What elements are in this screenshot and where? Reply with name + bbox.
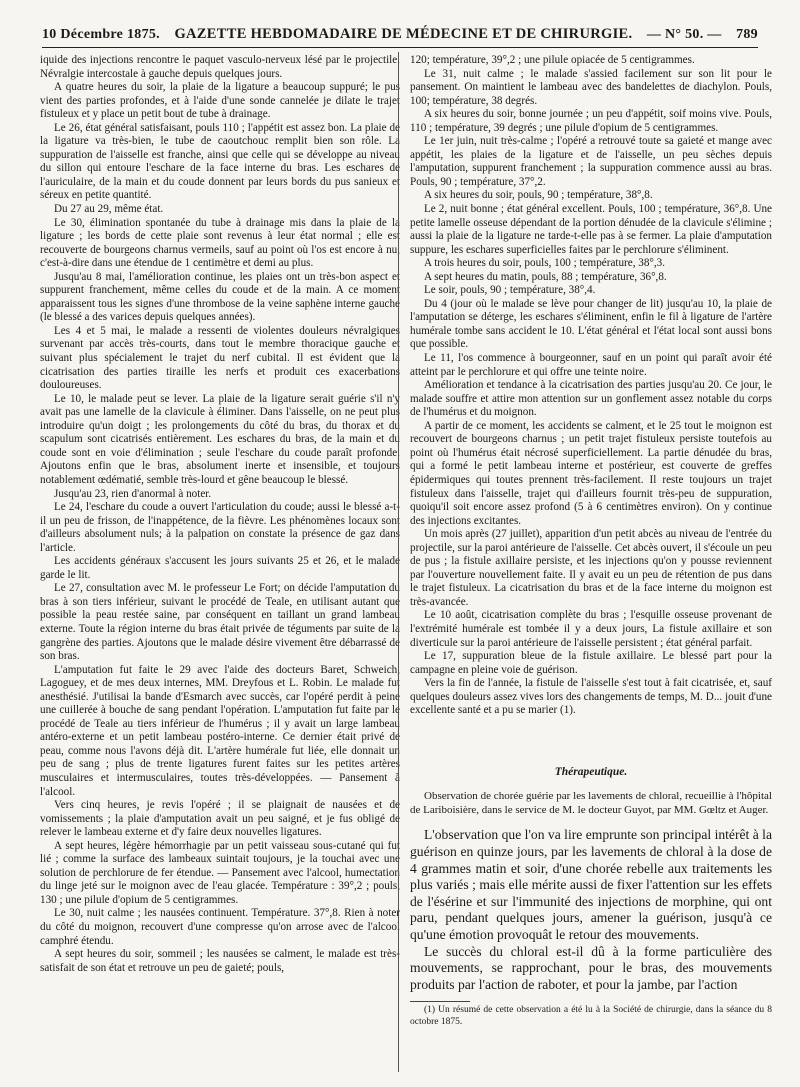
- paragraph: Le succès du chloral est-il dû à la forme particulière des mouvements, se rapprochant, pour le bras, des mouvements produits par l'action de raboter, et pour la jambe, par l'action: [410, 943, 772, 992]
- paragraph: Le 10 août, cicatrisation complète du bras ; l'esquille osseuse provenant de l'extrémité humérale est tombée il y a deux jours, La fistule axillaire et son diverticule sur la paroi antérieure de l'aisselle persistent ; état général parfait.: [410, 609, 772, 649]
- paragraph: Les accidents généraux s'accusent les jours suivants 25 et 26, et le malade garde le lit.: [40, 555, 400, 581]
- paragraph: Amélioration et tendance à la cicatrisation des parties jusqu'au 20. Ce jour, le malade souffre et attire mon attention sur un gonflement assez notable du corps de l'humérus et du moignon.: [410, 379, 772, 419]
- paragraph: L'amputation fut faite le 29 avec l'aide des docteurs Baret, Schweich, Lagoguey, et de mes deux internes, MM. Dreyfous et L. Robin. Le malade fut anesthésié. J'utilisai la bande d'Esmarch avec succès, car l'opéré perdit à peine une cuillerée à bouche de sang pendant l'opération. L'amputation fut faite par le procédé de Teale au tiers inférieur de l'humérus ; il y avait un large lambeau antéro-externe et un petit lambeau postéro-interne. Ce dernier était privé de peau, comme nous l'avons déjà dit. L'artère humérale fut liée, elle donnait un peu de sang ; plus de trente ligatures furent faites sur les petites artères musculaires et intermusculaires, toutes très-développées. — Pansement à l'alcool.: [40, 663, 400, 798]
- paragraph: A trois heures du soir, pouls, 100 ; température, 38°,3.: [424, 257, 666, 270]
- paragraph: Le 11, l'os commence à bourgeonner, sauf en un point qui paraît avoir été atteint par le perchlorure et qui offre une teinte noire.: [410, 352, 772, 378]
- section-heading-therapeutique: Thérapeutique.: [554, 765, 628, 778]
- paragraph: A sept heures du soir, sommeil ; les nausées se calment, le malade est très-satisfait de son état et retrouve un peu de gaieté; pouls,: [40, 948, 400, 974]
- paragraph: Le 10, le malade peut se lever. La plaie de la ligature serait guérie s'il n'y avait pas une lamelle de la clavicule à éliminer. Dans l'aisselle, on ne peut plus introduire qu'un doigt ; les prolongements du côté du bras, du thorax et du scapulum sont cicatrisés entièrement. Les eschares du bras, de la main et du coude sont en voie d'élimination ; seule l'eschare du coude paraît profonde. Ajoutons enfin que le bras, absolument inerte et insensible, et toujours notablement œdématié, semble très-lourd et gêne beaucoup le blessé.: [40, 392, 400, 486]
- paragraph: Le 30, nuit calme ; les nausées continuent. Température. 37°,8. Rien à noter du côté du moignon, recouvert d'une compresse qu'on arrose avec de l'alcool camphré étendu.: [40, 907, 400, 947]
- paragraph: A quatre heures du soir, la plaie de la ligature a beaucoup suppuré; le pus vient des parties profondes, et à l'aide d'une sonde cannelée je dilate le trajet fistuleux et y place un petit bout de tube à drainage.: [40, 81, 400, 121]
- paragraph: A sept heures, légère hémorrhagie par un petit vaisseau sous-cutané qui fut lié ; comme la surface des lambeaux suintait toujours, je la touchai avec une solution de perchlorure de fer étendue. — Pansement avec l'alcool, humectation du linge jeté sur le moignon avec de l'eau glacée. Température : 39°,2 ; pouls, 130 ; une pilule d'opium de 5 centigrammes.: [40, 839, 400, 906]
- observation-title: Observation de chorée guérie par les lavements de chloral, recueillie à l'hôpital de Lariboisière, dans le service de M. le docteur Guyot, par MM. Gœltz et Auger.: [410, 790, 772, 817]
- paragraph: Du 4 (jour où le malade se lève pour changer de lit) jusqu'au 10, la plaie de l'amputation se déterge, les eschares s'éliminent, enfin le fil à ligature de l'artère humérale tombe sans accident le 10. L'état général et l'état local sont aussi bons que possible.: [410, 297, 772, 351]
- paragraph: Un mois après (27 juillet), apparition d'un petit abcès au niveau de l'entrée du projectile, sur la paroi antérieure de l'aisselle. Cet abcès ouvert, il s'écoule un peu de pus ; la fistule axillaire persiste, et les injections qu'on y pousse reviennent par l'ouverture nouvellement faite. Il y avait eu un peu de rétention de pus dans le trajet fistuleux. La cicatrisation du bras et de la face interne du moignon est très-avancée.: [410, 528, 772, 608]
- paragraph: Les 4 et 5 mai, le malade a ressenti de violentes douleurs névralgiques survenant par accès très-courts, dans tout le membre thoracique gauche et suivant plus spécialement le trajet du nerf cubital. Il est évident que la cicatrisation des parties tiraille les nerfs et produit ces exacerbations douloureuses.: [40, 324, 400, 392]
- left-column: [40, 54, 400, 975]
- header-rule: [42, 47, 758, 48]
- paragraph: Le soir, pouls, 90 ; température, 38°,4.: [424, 284, 596, 297]
- paragraph: A sept heures du matin, pouls, 88 ; température, 36°,8.: [424, 270, 667, 283]
- paragraph: Le 26, état général satisfaisant, pouls 110 ; l'appétit est assez bon. La plaie de la ligature va très-bien, le tube de caoutchouc remplit bien son rôle. La suppuration de l'aisselle est franche, ainsi que celle qui se développe au niveau du sillon qui entoure l'eschare de la face interne du bras. Les eschares de l'auriculaire, de la main et du coude donnent par leurs bords du pus sanieux et séreux en petite quantité.: [40, 121, 400, 202]
- paragraph: Le 17, suppuration bleue de la fistule axillaire. Le blessé part pour la campagne en pleine voie de guérison.: [410, 650, 772, 676]
- paragraph: Jusqu'au 23, rien d'anormal à noter.: [54, 487, 212, 500]
- paragraph: Jusqu'au 8 mai, l'amélioration continue, les plaies ont un très-bon aspect et suppurent franchement, même celles du coude et de la main. A ce moment apparaissent tous les signes d'une thrombose de la veine saphène interne gauche (le blessé a des varices depuis quelques années).: [40, 270, 400, 324]
- paragraph: iquide des injections rencontre le paquet vasculo-nerveux lésé par le projectile. Névralgie intercostale à gauche depuis quelques jours.: [40, 54, 400, 80]
- paragraph: Le 1er juin, nuit très-calme ; l'opéré a retrouvé toute sa gaieté et mange avec appétit, les plaies de la ligature et de l'aisselle, un peu sèches depuis l'amputation, suppurent franchement ; la suppuration commence aussi au bras. Pouls, 90 ; température, 37°,2.: [410, 135, 772, 188]
- paragraph: Vers cinq heures, je revis l'opéré ; il se plaignait de nausées et de vomissements ; la plaie d'amputation avait un peu saigné, et je fus obligé de relever le lambeau externe et d'y faire deux nouvelles ligatures.: [40, 799, 400, 839]
- paragraph: Le 2, nuit bonne ; état général excellent. Pouls, 100 ; température, 36°,8. Une petite lamelle osseuse dépendant de la portion dénudée de la clavicule s'élimine ; aussi la plaie de la ligature ne tarde-t-elle pas à se fermer. La plaie d'amputation suppure, les eschares superficielles faites par le perchlorure s'éliminent.: [410, 203, 772, 256]
- header-issue-number: — N° 50. —: [646, 27, 722, 42]
- paragraph: A partir de ce moment, les accidents se calment, et le 25 tout le moignon est recouvert de bourgeons charnus ; un petit trajet fistuleux persiste toutefois au point où l'humérus était nécrosé superficiellement. La partie dénudée du bras, qui a formé le petit lambeau interne et postérieur, est couverte de greffes épidermiques qui toutes prennent très-facilement. Il reste toujours un trajet fistuleux dans l'aisselle, trajet qui d'ailleurs fournit très-peu de suppuration, quoiqu'il soit encore assez profond (5 à 6 centimètres environ). On y continue des injections excitantes.: [410, 419, 772, 527]
- header-date: 10 Décembre 1875.: [42, 27, 160, 42]
- paragraph: Du 27 au 29, même état.: [54, 203, 164, 216]
- paragraph: A six heures du soir, pouls, 90 ; température, 38°,8.: [424, 189, 653, 202]
- paragraph: Le 31, nuit calme ; le malade s'assied facilement sur son lit pour le pansement. On maintient le lambeau avec des bandelettes de diachylon. Pouls, 100; température, 38 degrés.: [410, 67, 772, 107]
- paragraph: Le 27, consultation avec M. le professeur Le Fort; on décide l'amputation du bras à son tiers inférieur, suivant le procédé de Teale, en utilisant autant que possible la peau restée saine, par conséquent en taillant un grand lambeau externe. Toute la région interne du bras était privée de téguments par suite de la gangrène des parties. Ajoutons que le malade désire vivement être débarrassé de son bras.: [40, 582, 400, 663]
- paragraph: A six heures du soir, bonne journée ; un peu d'appétit, soif moins vive. Pouls, 110 ; température, 39 degrés ; une pilule d'opium de 5 centigrammes.: [410, 108, 772, 134]
- header-page-number: 789: [736, 27, 758, 42]
- right-column: [410, 54, 772, 1028]
- footnote: (1) Un résumé de cette observation a été lu à la Société de chirurgie, dans la séance du 8 octobre 1875.: [410, 1005, 772, 1027]
- paragraph: Le 30, élimination spontanée du tube à drainage mis dans la plaie de la ligature ; les bords de cette plaie sont revenus à leur état normal ; elle est recouverte de bourgeons charnus vermeils, sauf au point où l'os est encore à nu, c'est-à-dire dans une étendue de 1 centimètre et demi au plus.: [40, 216, 400, 270]
- page-header: [42, 26, 758, 43]
- header-journal-title: GAZETTE HEBDOMADAIRE DE MÉDECINE ET DE CHIRURGIE.: [174, 26, 633, 42]
- footnote-rule: [410, 1001, 470, 1002]
- paragraph: L'observation que l'on va lire emprunte son principal intérêt à la guérison en quinze jours, par les lavements de chloral à la dose de 4 grammes matin et soir, d'une chorée rebelle aux traitements les plus variés ; mais elle mérite aussi de fixer l'attention sur les effets de l'ésérine et sur l'immunité des injections de morphine, qui ont paru, pendant quelques jours, amener la guérison, jusqu'à ce qu'une émotion provoquât le retour des mouvements.: [410, 827, 772, 942]
- column-divider: [398, 52, 399, 1072]
- therapeutique-body: [410, 827, 772, 993]
- paragraph: Vers la fin de l'année, la fistule de l'aisselle s'est tout à fait cicatrisée, et, sauf quelques douleurs assez vives lors des changements de temps, M. D... jouit d'une excellente santé et a pu se marier (1).: [410, 677, 772, 717]
- paragraph: Le 24, l'eschare du coude a ouvert l'articulation du coude; aussi le blessé a-t-il un peu de frisson, de l'inappétence, de la fièvre. Les phénomènes locaux sont d'ailleurs absolument nuls; à la palpation on constate la présence de gaz dans l'article.: [40, 501, 400, 554]
- paragraph: 120; température, 39°,2 ; une pilule opiacée de 5 centigrammes.: [410, 54, 695, 66]
